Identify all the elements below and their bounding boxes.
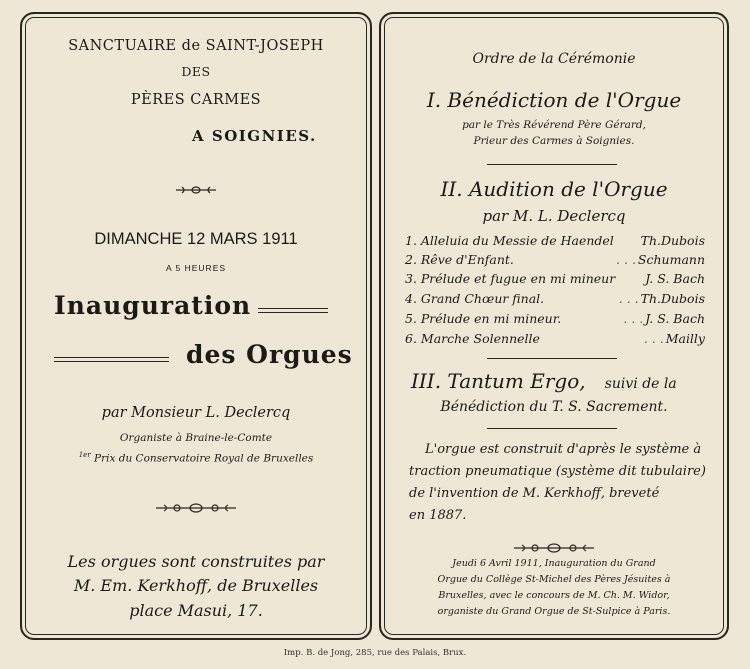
organ-note-line-3: de l'invention de M. Kerkhoff, breveté — [409, 486, 660, 501]
ceremony-heading: Ordre de la Cérémonie — [472, 51, 636, 67]
right-panel — [379, 12, 729, 640]
double-rule — [258, 308, 328, 313]
section-3-line-2: Bénédiction du T. S. Sacrement. — [440, 399, 668, 415]
sanctuary-line-2: DES — [181, 64, 211, 79]
note-line-1: Jeudi 6 Avril 1911, Inauguration du Grand — [452, 558, 656, 569]
printer-footer: Imp. B. de Jong, 285, rue des Palais, Brux. — [283, 648, 467, 658]
title-line-1: Inauguration — [54, 291, 252, 320]
event-time: A 5 HEURES — [165, 263, 227, 273]
builder-line-1: Les orgues sont construites par — [67, 552, 325, 571]
section-2-title: II. Audition de l'Orgue — [440, 177, 668, 201]
sanctuary-line-1: SANCTUAIRE de SAINT-JOSEPH — [68, 38, 324, 54]
organ-note-line-4: en 1887. — [409, 508, 467, 523]
rule — [487, 358, 617, 359]
rule — [487, 164, 617, 165]
divider-ornament — [381, 538, 727, 557]
organist-name: par Monsieur L. Declercq — [101, 405, 291, 421]
organ-note-line-1: L'orgue est construit d'après le système à — [425, 442, 702, 457]
event-date: DIMANCHE 12 MARS 1911 — [94, 230, 298, 248]
program-item: 4. Grand Chœur final. . . . Th.Dubois — [405, 291, 705, 306]
note-line-3: Bruxelles, avec le concours de M. Ch. M. Widor, — [438, 590, 670, 601]
program-item: 5. Prélude en mi mineur. . . . J. S. Bach — [405, 311, 705, 326]
program-item: 3. Prélude et fugue en mi mineur J. S. Bach — [405, 271, 705, 286]
section-1-line-2: Prieur des Carmes à Soignies. — [473, 135, 635, 147]
program-item: 6. Marche Solennelle . . . Mailly — [405, 331, 705, 346]
section-1-line-1: par le Très Révérend Père Gérard, — [462, 119, 646, 131]
sanctuary-location: A SOIGNIES. — [192, 127, 317, 145]
divider-ornament — [22, 498, 370, 517]
section-3-title: III. Tantum Ergo, suivi de la — [411, 369, 677, 393]
section-1-title: I. Bénédiction de l'Orgue — [426, 88, 682, 112]
title-line-2: des Orgues — [186, 340, 353, 369]
section-2-performer: par M. L. Declercq — [482, 207, 626, 225]
double-rule — [54, 357, 169, 362]
builder-line-2: M. Em. Kerkhoff, de Bruxelles — [73, 576, 319, 595]
organist-prize: $^{1er}$ Prix du Conservatoire Royal de Bruxelles — [78, 451, 314, 465]
program-item: 2. Rêve d'Enfant. . . . Schumann — [405, 252, 705, 267]
left-panel — [20, 12, 372, 640]
builder-line-3: place Masui, 17. — [129, 601, 263, 620]
organ-note-line-2: traction pneumatique (système dit tubulaire) — [409, 464, 706, 479]
program-item: 1. Alleluia du Messie de Haendel Th.Dubois — [405, 233, 705, 248]
organist-role: Organiste à Braine-le-Comte — [119, 432, 273, 444]
note-line-2: Orgue du Collège St-Michel des Pères Jésuites à — [437, 574, 671, 585]
divider-ornament — [22, 180, 370, 199]
rule — [487, 428, 617, 429]
note-line-4: organiste du Grand Orgue de St-Sulpice à Paris. — [437, 606, 671, 617]
sanctuary-line-3: PÈRES CARMES — [130, 92, 262, 108]
